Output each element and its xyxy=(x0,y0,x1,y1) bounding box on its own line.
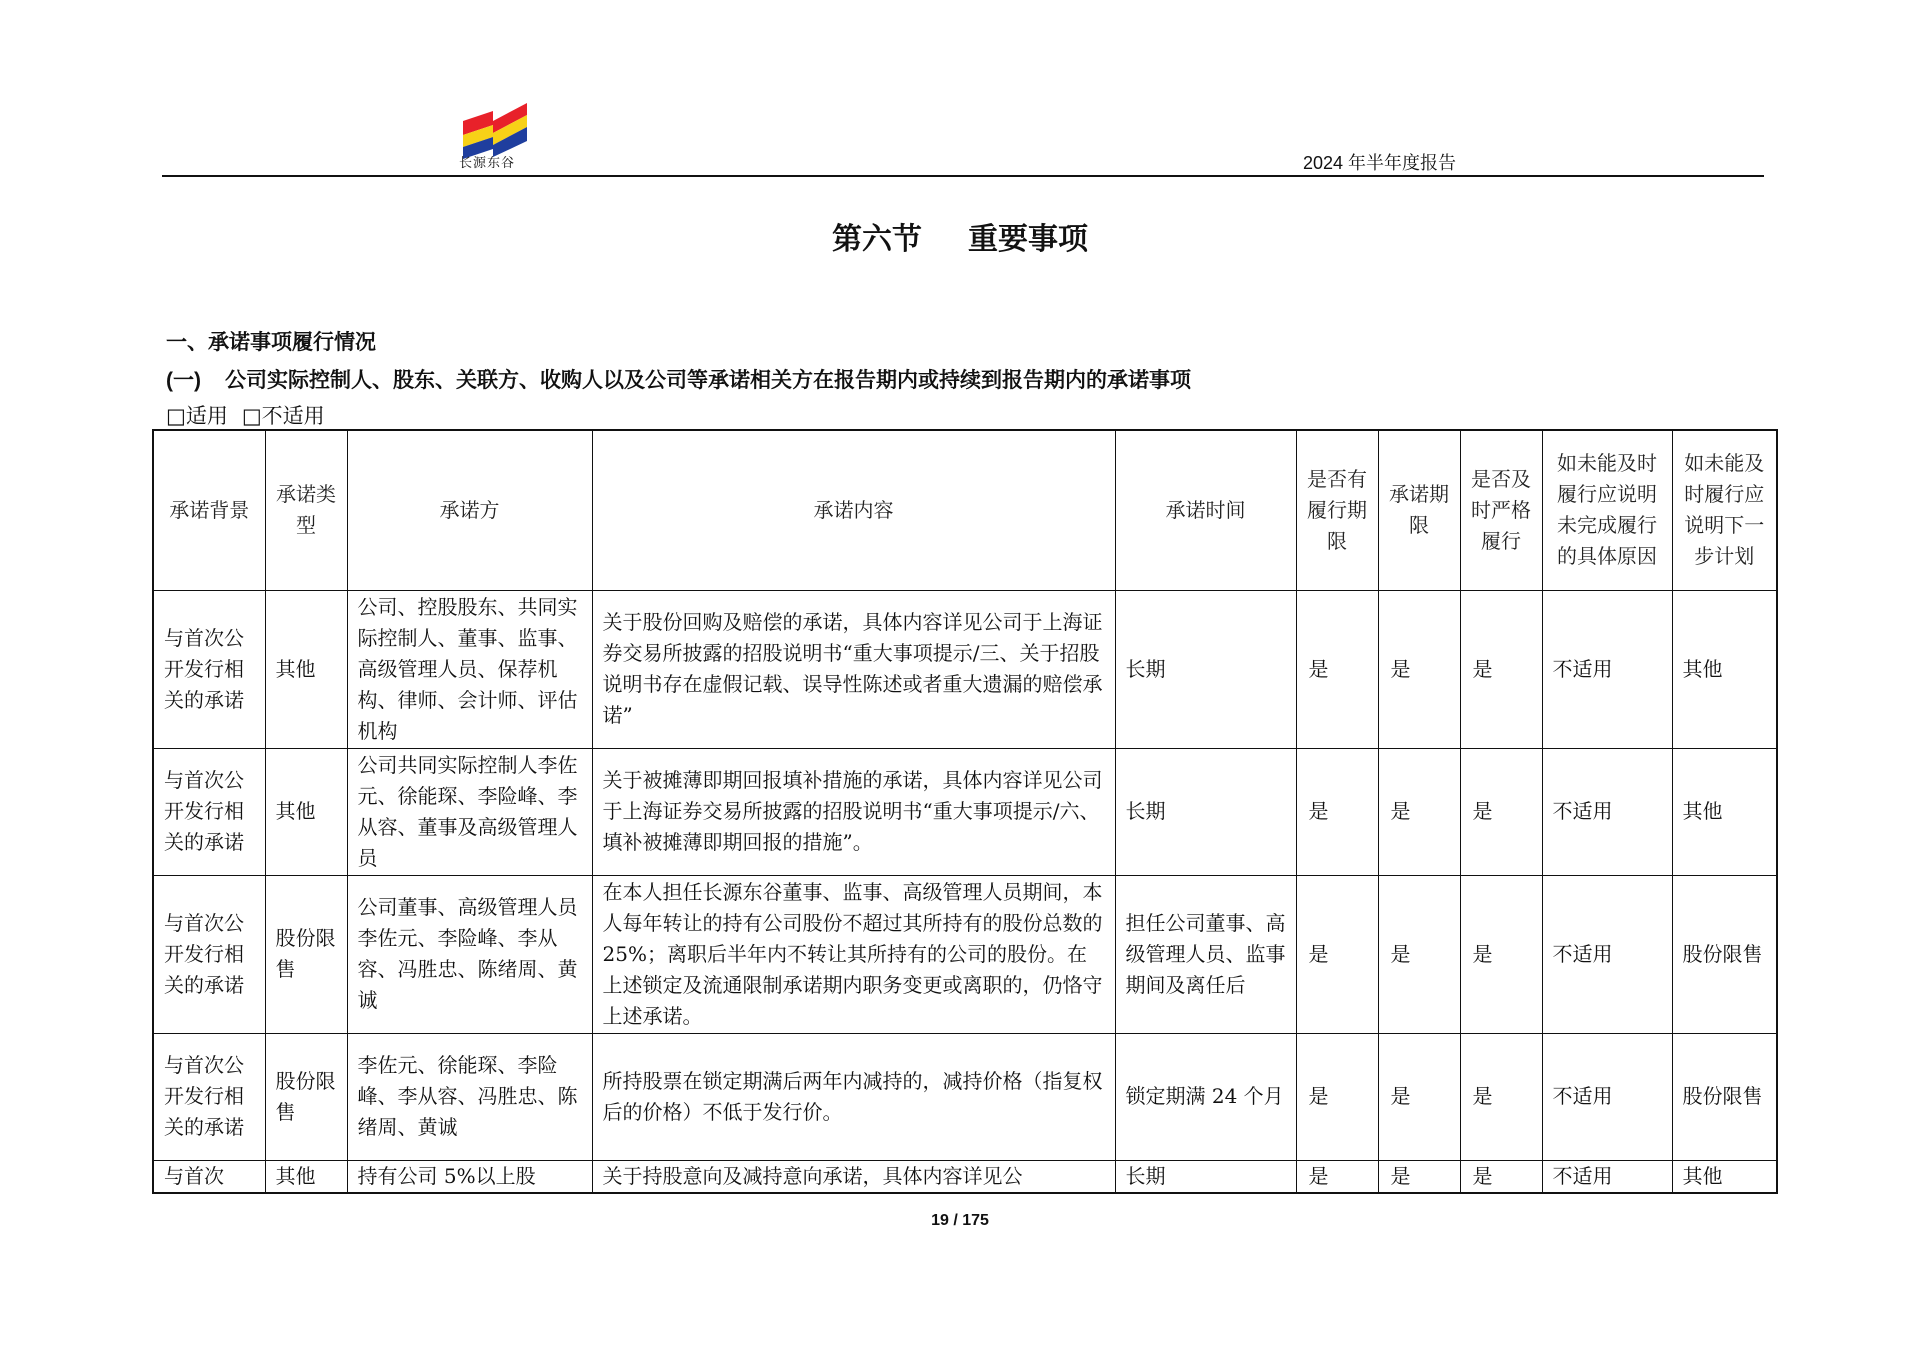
table-cell: 其他 xyxy=(265,748,347,875)
table-cell: 是 xyxy=(1378,590,1460,748)
column-header: 是否及时严格履行 xyxy=(1460,430,1542,590)
column-header: 承诺时间 xyxy=(1115,430,1296,590)
table-cell: 与首次公开发行相关的承诺 xyxy=(153,748,265,875)
table-row xyxy=(153,875,1777,1033)
table-cell: 长期 xyxy=(1115,748,1296,875)
table-cell: 不适用 xyxy=(1542,1033,1672,1160)
table-cell: 是 xyxy=(1460,1160,1542,1193)
table-cell: 股份限售 xyxy=(265,875,347,1033)
table-cell: 与首次公开发行相关的承诺 xyxy=(153,1033,265,1160)
table-cell: 长期 xyxy=(1115,1160,1296,1193)
table-cell: 是 xyxy=(1296,1160,1378,1193)
table-cell: 是 xyxy=(1378,875,1460,1033)
logo-caption: 长源东谷 xyxy=(459,156,516,171)
table-cell: 关于股份回购及赔偿的承诺，具体内容详见公司于上海证券交易所披露的招股说明书“重大事项提示/三、关于招股说明书存在虚假记载、误导性陈述或者重大遗漏的赔偿承诺” xyxy=(592,590,1115,748)
table-cell: 是 xyxy=(1460,590,1542,748)
table-row xyxy=(153,748,1777,875)
table-cell: 公司董事、高级管理人员李佐元、李险峰、李从容、冯胜忠、陈绪周、黄诚 xyxy=(347,875,592,1033)
table-cell: 李佐元、徐能琛、李险峰、李从容、冯胜忠、陈绪周、黄诚 xyxy=(347,1033,592,1160)
table-cell: 与首次公开发行相关的承诺 xyxy=(153,875,265,1033)
table-cell: 其他 xyxy=(265,590,347,748)
table-row xyxy=(153,590,1777,748)
column-header: 如未能及时履行应说明未完成履行的具体原因 xyxy=(1542,430,1672,590)
applicability-options xyxy=(166,400,339,430)
not-applicable-checkbox[interactable]: □不适用 xyxy=(241,404,325,428)
table-cell: 公司、控股股东、共同实际控制人、董事、监事、高级管理人员、保荐机构、律师、会计师、评估机构 xyxy=(347,590,592,748)
table-cell: 公司共同实际控制人李佐元、徐能琛、李险峰、李从容、董事及高级管理人员 xyxy=(347,748,592,875)
page-number: 19 / 175 xyxy=(931,1212,989,1229)
table-row xyxy=(153,1033,1777,1160)
table-cell: 在本人担任长源东谷董事、监事、高级管理人员期间，本人每年转让的持有公司股份不超过其所持有的股份总数的 25%；离职后半年内不转让其所持有的公司的股份。在上述锁定及流通限制承诺期内职务变更或离职的，仍恪守上述承诺。 xyxy=(592,875,1115,1033)
table-cell: 持有公司 5%以上股 xyxy=(347,1160,592,1193)
column-header: 承诺内容 xyxy=(592,430,1115,590)
table-cell: 是 xyxy=(1296,875,1378,1033)
table-cell: 其他 xyxy=(1672,748,1777,875)
table-cell: 关于被摊薄即期回报填补措施的承诺，具体内容详见公司于上海证券交易所披露的招股说明书“重大事项提示/六、填补被摊薄即期回报的措施”。 xyxy=(592,748,1115,875)
table-cell: 与首次 xyxy=(153,1160,265,1193)
table-cell: 不适用 xyxy=(1542,875,1672,1033)
column-header: 承诺方 xyxy=(347,430,592,590)
table-cell: 是 xyxy=(1296,590,1378,748)
heading-level2-text: 公司实际控制人、股东、关联方、收购人以及公司等承诺相关方在报告期内或持续到报告期内的承诺事项 xyxy=(225,368,1191,392)
table-cell: 是 xyxy=(1378,1160,1460,1193)
table-cell: 是 xyxy=(1378,1033,1460,1160)
table-cell: 是 xyxy=(1460,748,1542,875)
header-divider xyxy=(162,175,1764,177)
column-header: 承诺期限 xyxy=(1378,430,1460,590)
table-cell: 长期 xyxy=(1115,590,1296,748)
table-cell: 其他 xyxy=(1672,590,1777,748)
table-cell: 不适用 xyxy=(1542,748,1672,875)
table-cell: 股份限售 xyxy=(1672,1033,1777,1160)
column-header: 如未能及时履行应说明下一步计划 xyxy=(1672,430,1777,590)
heading-level1: 一、承诺事项履行情况 xyxy=(166,330,376,354)
heading-level2-number: (一) xyxy=(166,369,201,392)
section-number: 第六节 xyxy=(832,222,922,257)
table-cell: 关于持股意向及减持意向承诺，具体内容详见公 xyxy=(592,1160,1115,1193)
table-cell: 股份限售 xyxy=(1672,875,1777,1033)
table-cell: 不适用 xyxy=(1542,590,1672,748)
table-header-row xyxy=(153,430,1777,590)
table-cell: 股份限售 xyxy=(265,1033,347,1160)
table-cell: 不适用 xyxy=(1542,1160,1672,1193)
table-cell: 所持股票在锁定期满后两年内减持的，减持价格（指复权后的价格）不低于发行价。 xyxy=(592,1033,1115,1160)
table-cell: 是 xyxy=(1460,1033,1542,1160)
table-cell: 与首次公开发行相关的承诺 xyxy=(153,590,265,748)
column-header: 承诺类型 xyxy=(265,430,347,590)
table-cell: 是 xyxy=(1296,1033,1378,1160)
table-cell: 是 xyxy=(1460,875,1542,1033)
column-header: 承诺背景 xyxy=(153,430,265,590)
table-cell: 是 xyxy=(1378,748,1460,875)
section-name: 重要事项 xyxy=(968,222,1088,257)
section-title xyxy=(0,214,1920,258)
applicable-checkbox[interactable]: □适用 xyxy=(166,404,228,428)
table-cell: 担任公司董事、高级管理人员、监事期间及离任后 xyxy=(1115,875,1296,1033)
column-header: 是否有履行期限 xyxy=(1296,430,1378,590)
table-cell: 其他 xyxy=(265,1160,347,1193)
commitments-table xyxy=(152,429,1778,1194)
table-row xyxy=(153,1160,1777,1193)
table-cell: 是 xyxy=(1296,748,1378,875)
table-cell: 其他 xyxy=(1672,1160,1777,1193)
report-title: 2024 年半年度报告 xyxy=(1303,153,1457,173)
heading-level2 xyxy=(166,364,1191,394)
table-cell: 锁定期满 24 个月 xyxy=(1115,1033,1296,1160)
